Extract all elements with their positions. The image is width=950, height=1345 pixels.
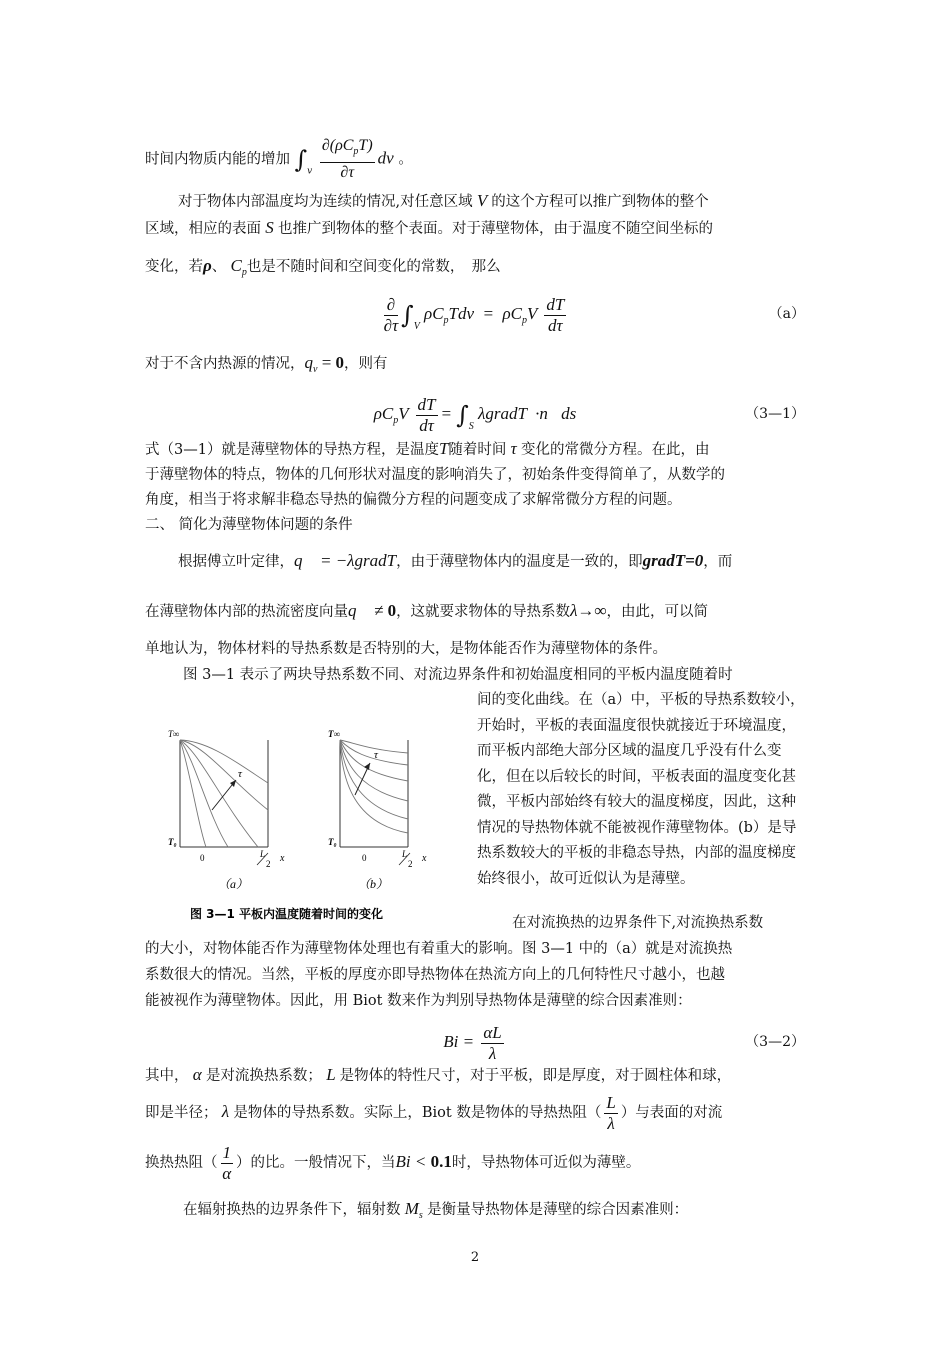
text-line: 对于不含内热源的情况，$q_v = 0$，则有 [145, 353, 388, 375]
t-inf-label-b: T∞ [328, 729, 340, 739]
origin-label-a: 0 [200, 853, 205, 863]
text-line: 变化，若ρ、 $C_p$也是不随时间和空间变化的常数， 那么 [145, 256, 501, 278]
text-line: 在辐射换热的边界条件下，辐射数 $M_s$ 是衡量导热物体是薄壁的综合因素准则： [183, 1199, 689, 1221]
text-line: 式（3—1）就是薄壁物体的导热方程，是温度T随着时间 τ 变化的常微分方程。在此，由 [145, 439, 710, 458]
text-line: 角度，相当于将求解非稳态导热的偏微分方程的问题变成了求解常微分方程的问题。 [145, 492, 682, 508]
half-num-a: L [260, 849, 266, 859]
t0-label-b: T₀ [328, 837, 337, 847]
page-number: 2 [470, 1250, 480, 1265]
text-line: 其中， α 是对流换热系数； L 是物体的特性尺寸，对于平板，即是厚度，对于圆柱体和球， [145, 1065, 732, 1084]
panel-b-label: （b） [358, 877, 389, 891]
text-line: 对于物体内部温度均为连续的情况,对任意区域 V 的这个方程可以推广到物体的整个 [178, 191, 709, 210]
text-line: 在薄壁物体内部的热流密度向量q⃗ ≠ 0，这就要求物体的导热系数λ→∞，由此，可以简 [145, 601, 709, 620]
text-line: 图 3—1 表示了两块导热系数不同、对流边界条件和初始温度相同的平板内温度随着时 [183, 667, 733, 683]
text-line: 单地认为，物体材料的导热系数是否特别的大，是物体能否作为薄壁物体的条件。 [145, 641, 667, 657]
text-line: 根据傅立叶定律，q⃗ = −λgradT，由于薄壁物体内的温度是一致的，即gradT=0，而 [178, 551, 733, 570]
x-label-a: x [280, 853, 285, 864]
half-num-b: L [402, 849, 408, 859]
text-line: 在对流换热的边界条件下,对流换热系数 [512, 915, 764, 931]
figure-3-1 [150, 725, 470, 930]
equation-a: $\frac{\partial}{\partial\tau}$ $\int_V$ $\rho C_pTdv = \rho C_pV$ $\frac{dT}{d\tau}$ （a） [383, 294, 805, 335]
t0-label-a: T₀ [168, 837, 177, 847]
figure-side-text: 间的变化曲线。在（a）中，平板的导热系数较小，开始时，平板的表面温度很快就接近于环境温度，而平板内部绝大部分区域的温度几乎没有什么变化，但在以后较长的时间，平板表面的温度变化甚微，平板内部始终有较大的温度梯度，因此，这种情况的导热物体就不能被视作薄壁物体。(b）是导热系数较大的平板的非稳态导热，内部的温度梯度始终很小，故可近似认为是薄壁。 [477, 692, 805, 887]
panel-a-label: （a） [218, 877, 249, 891]
text-line: 时间内物质内能的增加 $\int_v$ $\frac{\partial(\rho C_pT)}{\partial\tau}$ dv 。 [145, 137, 413, 181]
text-line: 换热热阻（ $\frac{1}{\alpha}$ ）的比。一般情况下，当Bi < 0.1时，导热物体可近似为薄壁。 [145, 1142, 641, 1183]
tau-label-b: τ [374, 749, 378, 761]
t-inf-label-a: T∞ [168, 729, 180, 739]
text-line: 系数很大的情况。当然，平板的厚度亦即导热物体在热流方向上的几何特性尺寸越小，也越 [145, 967, 725, 983]
figure-caption: 图 3—1 平板内温度随着时间的变化 [190, 907, 384, 921]
half-den-a: 2 [266, 859, 271, 869]
text-line: 于薄壁物体的特点，物体的几何形状对温度的影响消失了，初始条件变得简单了，从数学的 [145, 467, 725, 483]
text-line: 的大小，对物体能否作为薄壁物体处理也有着重大的影响。图 3—1 中的（a）就是对流换热 [145, 941, 733, 957]
text-line: 即是半径； λ 是物体的导热系数。实际上，Biot 数是物体的导热热阻（ $\frac{L}{\lambda}$ ）与表面的对流 [145, 1092, 723, 1133]
tau-label-a: τ [238, 768, 242, 780]
text-line: 区域，相应的表面 S 也推广到物体的整个表面。对于薄壁物体，由于温度不随空间坐标的 [145, 218, 713, 237]
section-heading: 二、 简化为薄壁物体问题的条件 [145, 517, 353, 533]
origin-label-b: 0 [362, 853, 367, 863]
equation-3-2: Bi = $\frac{\alpha L}{\lambda}$ （3—2） [443, 1022, 805, 1063]
half-den-b: 2 [408, 859, 413, 869]
equation-3-1: $\rho C_pV$ $\frac{dT}{d\tau}$ = $\int_S$ λgradT ·n⃗ds （3—1） [373, 394, 805, 435]
panel-b [328, 729, 427, 891]
text-line: 能被视作为薄壁物体。因此，用 Biot 数来作为判别导热物体是薄壁的综合因素准则： [145, 993, 692, 1009]
panel-a [168, 729, 285, 891]
x-label-b: x [422, 853, 427, 864]
